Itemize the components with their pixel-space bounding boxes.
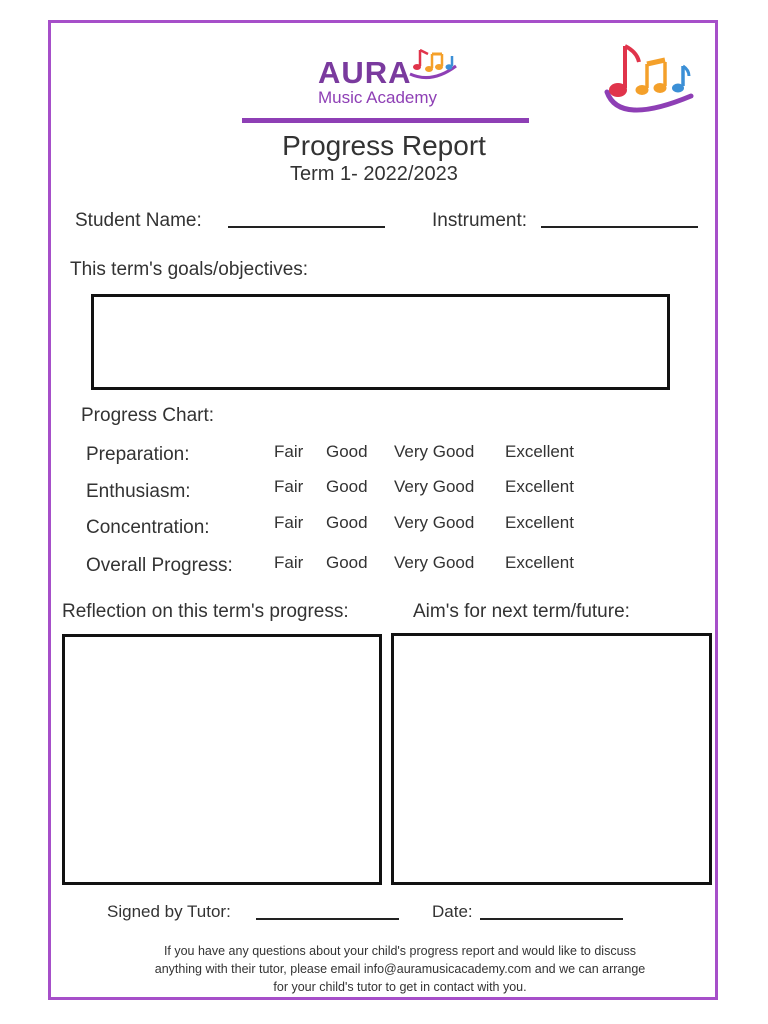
brand-name: AURA bbox=[318, 55, 412, 90]
music-emblem-icon bbox=[603, 40, 695, 122]
student-name-label: Student Name: bbox=[75, 210, 202, 231]
rating-fair[interactable]: Fair bbox=[274, 477, 304, 496]
rating-excellent[interactable]: Excellent bbox=[505, 442, 574, 461]
progress-chart-heading: Progress Chart: bbox=[81, 405, 215, 426]
rating-very-good[interactable]: Very Good bbox=[394, 513, 475, 532]
footer-line: anything with their tutor, please email info@auramusicacademy.com and we can arrange bbox=[154, 962, 646, 976]
rating-good[interactable]: Good bbox=[326, 513, 368, 532]
row-label-preparation: Preparation: bbox=[86, 444, 190, 465]
aims-box[interactable] bbox=[391, 633, 712, 885]
rating-excellent[interactable]: Excellent bbox=[505, 477, 574, 496]
reflection-box[interactable] bbox=[62, 634, 382, 885]
rating-very-good[interactable]: Very Good bbox=[394, 477, 475, 496]
footer-line: for your child's tutor to get in contact with you. bbox=[273, 980, 527, 994]
rating-excellent[interactable]: Excellent bbox=[505, 513, 574, 532]
rating-fair[interactable]: Fair bbox=[274, 553, 304, 572]
row-label-enthusiasm: Enthusiasm: bbox=[86, 481, 191, 502]
aims-label: Aim's for next term/future: bbox=[413, 601, 630, 622]
row-label-overall-progress: Overall Progress: bbox=[86, 555, 233, 576]
instrument-field[interactable] bbox=[541, 226, 698, 228]
signed-by-tutor-label: Signed by Tutor: bbox=[107, 902, 231, 921]
rating-good[interactable]: Good bbox=[326, 442, 368, 461]
rating-fair[interactable]: Fair bbox=[274, 513, 304, 532]
rating-excellent[interactable]: Excellent bbox=[505, 553, 574, 572]
date-label: Date: bbox=[432, 902, 473, 921]
student-name-field[interactable] bbox=[228, 226, 385, 228]
rating-very-good[interactable]: Very Good bbox=[394, 442, 475, 461]
report-term: Term 1- 2022/2023 bbox=[290, 163, 458, 185]
report-title: Progress Report bbox=[282, 130, 486, 161]
rating-very-good[interactable]: Very Good bbox=[394, 553, 475, 572]
reflection-label: Reflection on this term's progress: bbox=[62, 601, 349, 622]
date-field[interactable] bbox=[480, 918, 623, 920]
goals-box[interactable] bbox=[91, 294, 670, 390]
row-label-concentration: Concentration: bbox=[86, 517, 210, 538]
brand-subtitle: Music Academy bbox=[318, 88, 438, 107]
rating-good[interactable]: Good bbox=[326, 553, 368, 572]
signature-field[interactable] bbox=[256, 918, 399, 920]
rating-good[interactable]: Good bbox=[326, 477, 368, 496]
title-rule bbox=[242, 118, 529, 123]
instrument-label: Instrument: bbox=[432, 210, 528, 231]
footer-line: If you have any questions about your child's progress report and would like to discuss bbox=[163, 944, 637, 958]
footer-note bbox=[100, 942, 700, 996]
rating-fair[interactable]: Fair bbox=[274, 442, 304, 461]
goals-label: This term's goals/objectives: bbox=[70, 259, 309, 280]
music-notes-icon bbox=[406, 44, 460, 84]
